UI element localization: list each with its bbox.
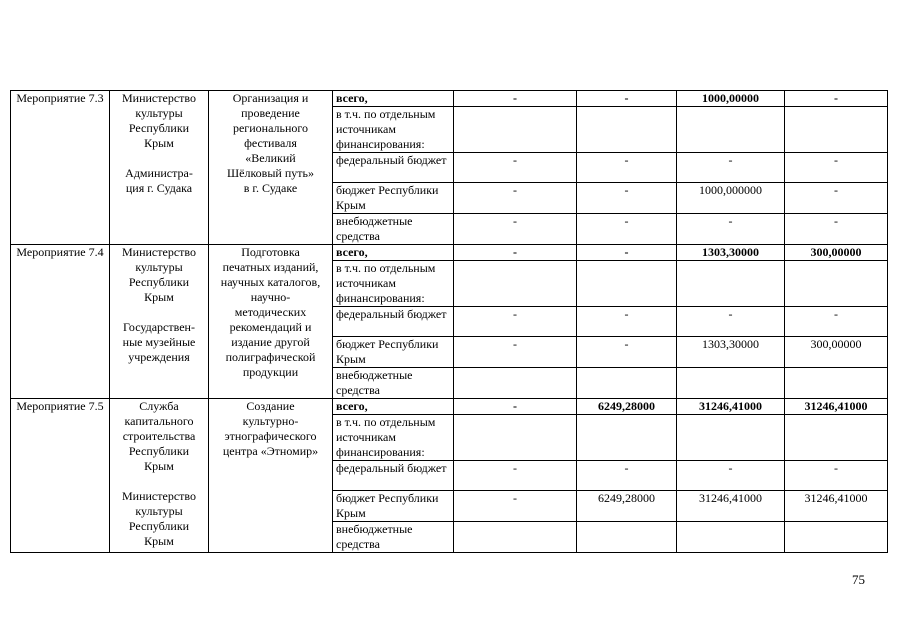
funding-value	[677, 368, 785, 399]
funding-value	[677, 107, 785, 153]
executor-gap	[113, 151, 205, 166]
description-line: научно-	[250, 290, 291, 304]
funding-value	[454, 368, 577, 399]
funding-value	[577, 522, 677, 553]
description-line: Шёлковый путь»	[227, 166, 314, 180]
measure-name: Мероприятие 7.4	[11, 245, 110, 399]
executors-cell	[110, 245, 209, 399]
description-line: фестиваля	[244, 136, 297, 150]
funding-value: -	[454, 91, 577, 107]
funding-value	[454, 107, 577, 153]
funding-value: -	[577, 337, 677, 368]
funding-value	[577, 368, 677, 399]
funding-source: бюджет Республики Крым	[333, 491, 454, 522]
executor-line: Служба	[139, 399, 179, 413]
funding-source: всего,	[333, 91, 454, 107]
funding-value: -	[677, 461, 785, 491]
funding-source: в т.ч. по отдельным источникам финансирования:	[333, 107, 454, 153]
funding-value: 31246,41000	[677, 491, 785, 522]
funding-value: -	[454, 183, 577, 214]
description-line: регионального	[232, 121, 309, 135]
funding-value	[677, 522, 785, 553]
executor-line: Крым	[144, 459, 174, 473]
funding-source: внебюджетные средства	[333, 214, 454, 245]
funding-source: федеральный бюджет	[333, 153, 454, 183]
executor-line: Крым	[144, 534, 174, 548]
executors-cell	[110, 399, 209, 553]
funding-value: 6249,28000	[577, 399, 677, 415]
description-line: проведение	[241, 106, 300, 120]
executor-line: культуры	[135, 504, 183, 518]
description-line: научных каталогов,	[220, 275, 321, 289]
funding-value: -	[677, 214, 785, 245]
funding-value: -	[785, 214, 888, 245]
funding-value: -	[785, 91, 888, 107]
funding-value: -	[577, 91, 677, 107]
funding-value	[677, 415, 785, 461]
funding-value: -	[454, 245, 577, 261]
funding-value	[785, 261, 888, 307]
funding-source: внебюджетные средства	[333, 368, 454, 399]
executor-line: Министерство	[122, 489, 196, 503]
funding-value: -	[454, 461, 577, 491]
description-cell	[209, 91, 333, 245]
executor-line: строительства	[122, 429, 196, 443]
description-line: этнографического	[224, 429, 317, 443]
funding-value	[785, 415, 888, 461]
table-row	[11, 399, 888, 415]
funding-value: -	[577, 183, 677, 214]
description-line: полиграфической	[225, 350, 316, 364]
executor-line: учреждения	[128, 350, 190, 364]
description-line: печатных изданий,	[222, 260, 319, 274]
funding-source: внебюджетные средства	[333, 522, 454, 553]
description-line: Создание	[246, 399, 295, 413]
funding-value: 1000,00000	[677, 91, 785, 107]
funding-value: -	[577, 153, 677, 183]
description-line: издание другой	[231, 335, 310, 349]
funding-value	[785, 522, 888, 553]
executor-line: культуры	[135, 260, 183, 274]
description-line: продукции	[242, 365, 299, 379]
funding-value: 31246,41000	[785, 399, 888, 415]
funding-value: -	[577, 245, 677, 261]
description-line: в г. Судаке	[243, 181, 298, 195]
funding-value	[454, 261, 577, 307]
executor-line: Администра-	[125, 166, 193, 180]
executor-line: Республики	[128, 519, 190, 533]
funding-value: -	[677, 307, 785, 337]
funding-value: -	[785, 153, 888, 183]
budget-table	[10, 90, 888, 553]
funding-source: всего,	[333, 399, 454, 415]
funding-value: -	[454, 307, 577, 337]
funding-source: в т.ч. по отдельным источникам финансирования:	[333, 261, 454, 307]
table-body	[11, 91, 888, 553]
funding-value	[677, 261, 785, 307]
funding-value: 31246,41000	[677, 399, 785, 415]
funding-value: 6249,28000	[577, 491, 677, 522]
funding-value: 300,00000	[785, 245, 888, 261]
measure-name: Мероприятие 7.3	[11, 91, 110, 245]
executor-line: Министерство	[122, 245, 196, 259]
funding-value: 1303,30000	[677, 245, 785, 261]
funding-value: -	[785, 307, 888, 337]
executor-line: Государствен-	[123, 320, 195, 334]
funding-value: 1000,000000	[677, 183, 785, 214]
description-line: рекомендаций и	[229, 320, 312, 334]
executor-gap	[113, 305, 205, 320]
description-line: Подготовка	[241, 245, 300, 259]
funding-value: -	[785, 461, 888, 491]
funding-source: всего,	[333, 245, 454, 261]
description-line: культурно-	[242, 414, 299, 428]
funding-value: 1303,30000	[677, 337, 785, 368]
description-line: методических	[234, 305, 307, 319]
funding-source: бюджет Республики Крым	[333, 337, 454, 368]
funding-source: федеральный бюджет	[333, 461, 454, 491]
funding-value	[577, 415, 677, 461]
funding-source: федеральный бюджет	[333, 307, 454, 337]
executor-line: культуры	[135, 106, 183, 120]
funding-value: -	[454, 153, 577, 183]
executor-gap	[113, 474, 205, 489]
funding-value: -	[454, 337, 577, 368]
executor-line: Республики	[128, 121, 190, 135]
description-line: «Великий	[245, 151, 296, 165]
page-number: 75	[852, 572, 865, 587]
executor-line: капитального	[124, 414, 194, 428]
funding-value	[577, 261, 677, 307]
table-row	[11, 245, 888, 261]
funding-source: в т.ч. по отдельным источникам финансирования:	[333, 415, 454, 461]
funding-value	[454, 415, 577, 461]
funding-value: -	[454, 491, 577, 522]
description-line: Организация и	[232, 91, 309, 105]
executors-cell	[110, 91, 209, 245]
funding-value: -	[577, 307, 677, 337]
executor-line: ные музейные	[122, 335, 196, 349]
description-cell	[209, 399, 333, 553]
funding-value: -	[577, 214, 677, 245]
executor-line: Министерство	[122, 91, 196, 105]
funding-value	[785, 368, 888, 399]
executor-line: Республики	[128, 444, 190, 458]
description-cell	[209, 245, 333, 399]
funding-value: -	[454, 399, 577, 415]
funding-value	[454, 522, 577, 553]
funding-value: -	[785, 183, 888, 214]
funding-value: -	[577, 461, 677, 491]
description-line: центра «Этномир»	[222, 444, 319, 458]
funding-value: -	[677, 153, 785, 183]
executor-line: Крым	[144, 136, 174, 150]
funding-value	[577, 107, 677, 153]
funding-value: 300,00000	[785, 337, 888, 368]
executor-line: Республики	[128, 275, 190, 289]
measure-name: Мероприятие 7.5	[11, 399, 110, 553]
table-row	[11, 91, 888, 107]
funding-source: бюджет Республики Крым	[333, 183, 454, 214]
funding-value	[785, 107, 888, 153]
funding-value: 31246,41000	[785, 491, 888, 522]
executor-line: Крым	[144, 290, 174, 304]
executor-line: ция г. Судака	[125, 181, 193, 195]
funding-value: -	[454, 214, 577, 245]
